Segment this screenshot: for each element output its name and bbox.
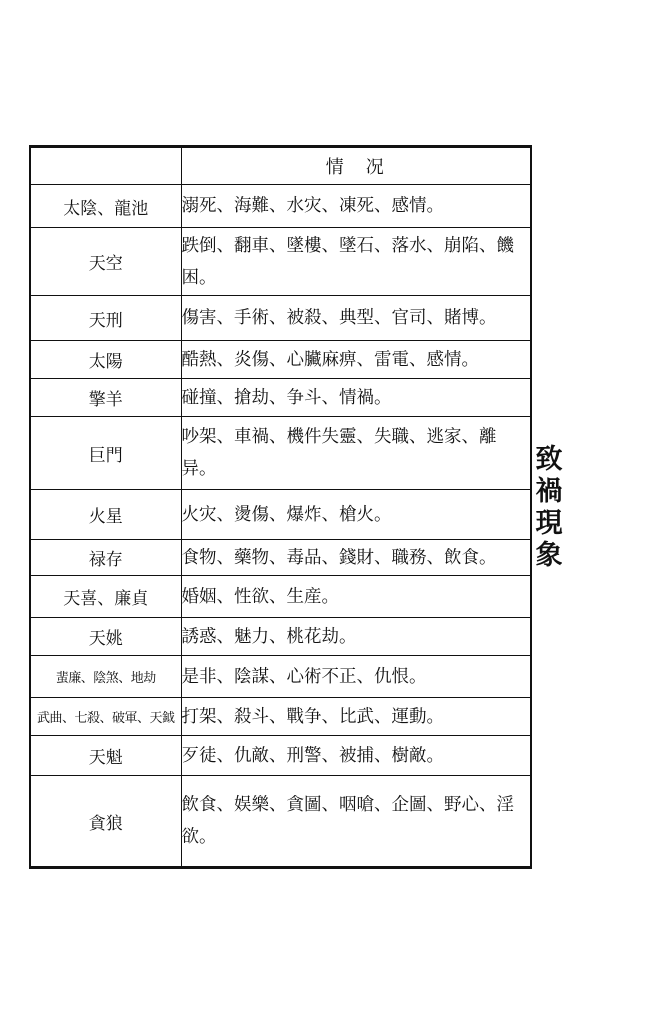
situation-cell: 溺死、海難、水灾、凍死、感情。 — [181, 185, 531, 228]
star-cell: 武曲、七殺、破軍、天鉞 — [30, 698, 181, 736]
star-cell: 天喜、廉貞 — [30, 576, 181, 618]
situation-cell: 飲食、娱樂、貪圖、咽嗆、企圖、野心、淫欲。 — [181, 776, 531, 868]
situation-cell: 歹徒、仇敵、刑警、被捕、樹敵。 — [181, 736, 531, 776]
situation-cell: 誘惑、魅力、桃花劫。 — [181, 618, 531, 656]
star-cell: 天姚 — [30, 618, 181, 656]
star-cell: 太陰、龍池 — [30, 185, 181, 228]
table-row — [30, 540, 531, 576]
situation-cell: 跌倒、翻車、墜樓、墜石、落水、崩陷、饑困。 — [181, 228, 531, 296]
table-row — [30, 417, 531, 490]
star-cell: 天空 — [30, 228, 181, 296]
header-star-cell — [30, 147, 181, 185]
table-row — [30, 618, 531, 656]
table-row — [30, 776, 531, 868]
table-row — [30, 698, 531, 736]
situation-cell: 火灾、燙傷、爆炸、槍火。 — [181, 490, 531, 540]
side-title-char: 禍 — [535, 476, 563, 507]
table-row — [30, 490, 531, 540]
side-title-char: 現 — [535, 508, 563, 539]
situation-cell: 打架、殺斗、戰争、比武、運動。 — [181, 698, 531, 736]
table-header-row — [30, 147, 531, 185]
star-cell: 太陽 — [30, 341, 181, 379]
star-cell: 擎羊 — [30, 379, 181, 417]
table-row — [30, 379, 531, 417]
star-cell: 天魁 — [30, 736, 181, 776]
star-cell: 蜚廉、陰煞、地劫 — [30, 656, 181, 698]
situation-cell: 吵架、車禍、機件失靈、失職、逃家、離异。 — [181, 417, 531, 490]
side-title — [531, 444, 567, 572]
star-cell: 貪狼 — [30, 776, 181, 868]
situation-cell: 食物、藥物、毒品、錢財、職務、飲食。 — [181, 540, 531, 576]
star-cell: 巨門 — [30, 417, 181, 490]
star-cell: 火星 — [30, 490, 181, 540]
table-row — [30, 576, 531, 618]
situation-cell: 婚姻、性欲、生産。 — [181, 576, 531, 618]
table-row — [30, 341, 531, 379]
situation-cell: 碰撞、搶劫、争斗、情禍。 — [181, 379, 531, 417]
table-row — [30, 185, 531, 228]
calamity-table — [29, 145, 532, 869]
table-row — [30, 296, 531, 341]
side-title-char: 致 — [535, 444, 563, 475]
side-title-char: 象 — [535, 540, 563, 571]
table-row — [30, 228, 531, 296]
situation-cell: 酷熱、炎傷、心臟麻痹、雷電、感情。 — [181, 341, 531, 379]
situation-cell: 傷害、手術、被殺、典型、官司、賭博。 — [181, 296, 531, 341]
table-row — [30, 736, 531, 776]
situation-cell: 是非、陰謀、心術不正、仇恨。 — [181, 656, 531, 698]
star-cell: 禄存 — [30, 540, 181, 576]
table-row — [30, 656, 531, 698]
star-cell: 天刑 — [30, 296, 181, 341]
header-situation-cell: 情 况 — [181, 147, 531, 185]
